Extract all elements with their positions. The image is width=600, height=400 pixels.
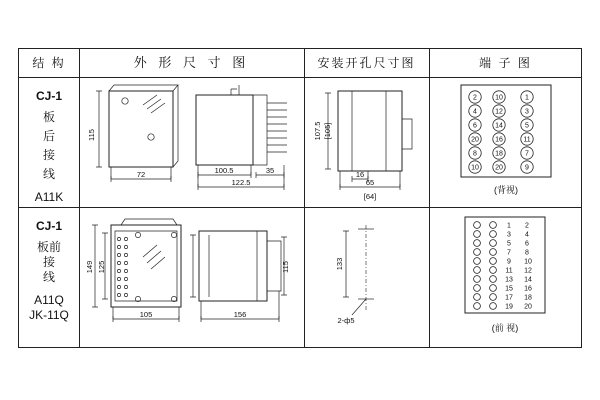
dim-2phi5-row2: 2-ф5 (337, 316, 355, 325)
svg-text:9: 9 (525, 164, 529, 172)
svg-text:2: 2 (473, 94, 477, 102)
row-2-outline-drawing (81, 211, 303, 347)
svg-text:20: 20 (471, 136, 479, 144)
svg-text:17: 17 (505, 294, 513, 302)
row-1-terminal-view-note: (背视) (494, 185, 518, 195)
dim-125-row2: 125 (97, 260, 106, 274)
dim-65-row1: 65 (365, 178, 375, 187)
svg-text:7: 7 (525, 150, 529, 158)
column-divider-3 (429, 49, 430, 347)
svg-text:8: 8 (525, 249, 529, 257)
dim-35-row1: 35 (265, 166, 275, 175)
row-1-terminal-diagram (431, 79, 581, 206)
svg-text:10: 10 (471, 164, 479, 172)
svg-text:10: 10 (495, 94, 503, 102)
dimension-table (18, 48, 582, 348)
row-divider (19, 207, 581, 208)
svg-text:18: 18 (524, 294, 532, 302)
svg-text:20: 20 (524, 303, 532, 311)
svg-text:8: 8 (473, 150, 477, 158)
row-2-label-line-5: JK-11Q (29, 308, 69, 322)
header-divider (19, 77, 581, 78)
row-2-terminal-diagram (431, 211, 581, 347)
dim-107p5-row1: 107.5 (313, 121, 322, 141)
svg-text:3: 3 (525, 108, 529, 116)
svg-text:12: 12 (495, 108, 503, 116)
dim-149-row2: 149 (85, 260, 94, 274)
svg-text:11: 11 (505, 267, 513, 275)
row-2-label (19, 219, 79, 323)
dim-105-row2: 105 (139, 310, 153, 319)
row-2-label-line-0: CJ-1 (35, 219, 62, 233)
row-2-cut-drawing (306, 211, 428, 347)
svg-text:5: 5 (507, 240, 511, 248)
column-divider-1 (79, 49, 80, 347)
column-divider-2 (304, 49, 305, 347)
row-2-label-line-2: 接 (42, 255, 55, 269)
svg-text:2: 2 (525, 222, 529, 230)
svg-text:10: 10 (524, 258, 532, 266)
svg-text:13: 13 (505, 276, 513, 284)
row-1-label-line-0: CJ-1 (35, 89, 62, 103)
dim-115-row1: 115 (87, 129, 96, 141)
svg-text:6: 6 (473, 122, 477, 130)
svg-text:16: 16 (524, 285, 532, 293)
row-2-label-line-3: 线 (42, 270, 55, 284)
row-1-label-line-4: 线 (42, 167, 55, 181)
svg-text:18: 18 (495, 150, 503, 158)
row-1-label-line-2: 后 (42, 129, 55, 143)
dim-64-row1: [64] (363, 192, 377, 201)
header-panel-cut: 安装开孔尺寸图 (317, 56, 416, 70)
row-2-terminal-view-note: (前 视) (491, 323, 519, 333)
dim-133-row2: 133 (335, 257, 344, 271)
svg-text:19: 19 (505, 303, 513, 311)
row-1-label-line-3: 接 (42, 148, 55, 162)
svg-text:12: 12 (524, 267, 532, 275)
svg-text:6: 6 (525, 240, 529, 248)
row-1-label-line-5: A11K (34, 190, 64, 204)
svg-text:4: 4 (525, 231, 529, 239)
svg-text:15: 15 (505, 285, 513, 293)
svg-text:14: 14 (524, 276, 532, 284)
dim-156-row2: 156 (233, 310, 247, 319)
svg-text:11: 11 (523, 136, 531, 144)
svg-text:4: 4 (473, 108, 477, 116)
dim-100p5-row1: 100.5 (214, 166, 234, 175)
header-terminal: 端 子 图 (479, 56, 532, 70)
dim-72-row1: 72 (136, 170, 146, 179)
header-outline: 外 形 尺 寸 图 (133, 55, 250, 70)
dim-122p5-row1: 122.5 (231, 178, 251, 187)
row-1-label-line-1: 板 (42, 110, 55, 124)
dim-16-row1: 16 (355, 170, 365, 179)
svg-text:14: 14 (495, 122, 503, 130)
svg-text:16: 16 (495, 136, 503, 144)
svg-text:5: 5 (525, 122, 529, 130)
svg-text:3: 3 (507, 231, 511, 239)
row-1-outline-drawing (81, 79, 303, 206)
svg-text:1: 1 (525, 94, 529, 102)
header-structure: 结 构 (32, 56, 66, 70)
svg-text:20: 20 (495, 164, 503, 172)
row-2-label-line-1: 板前 (36, 240, 61, 254)
row-1-label (19, 89, 79, 205)
svg-text:7: 7 (507, 249, 511, 257)
svg-text:1: 1 (507, 222, 511, 230)
dim-115-row2: 115 (281, 261, 290, 273)
row-2-label-line-4: A11Q (34, 293, 64, 307)
dim-105-row1: [105] (323, 122, 332, 140)
row-1-cut-drawing (306, 79, 428, 206)
svg-text:9: 9 (507, 258, 511, 266)
